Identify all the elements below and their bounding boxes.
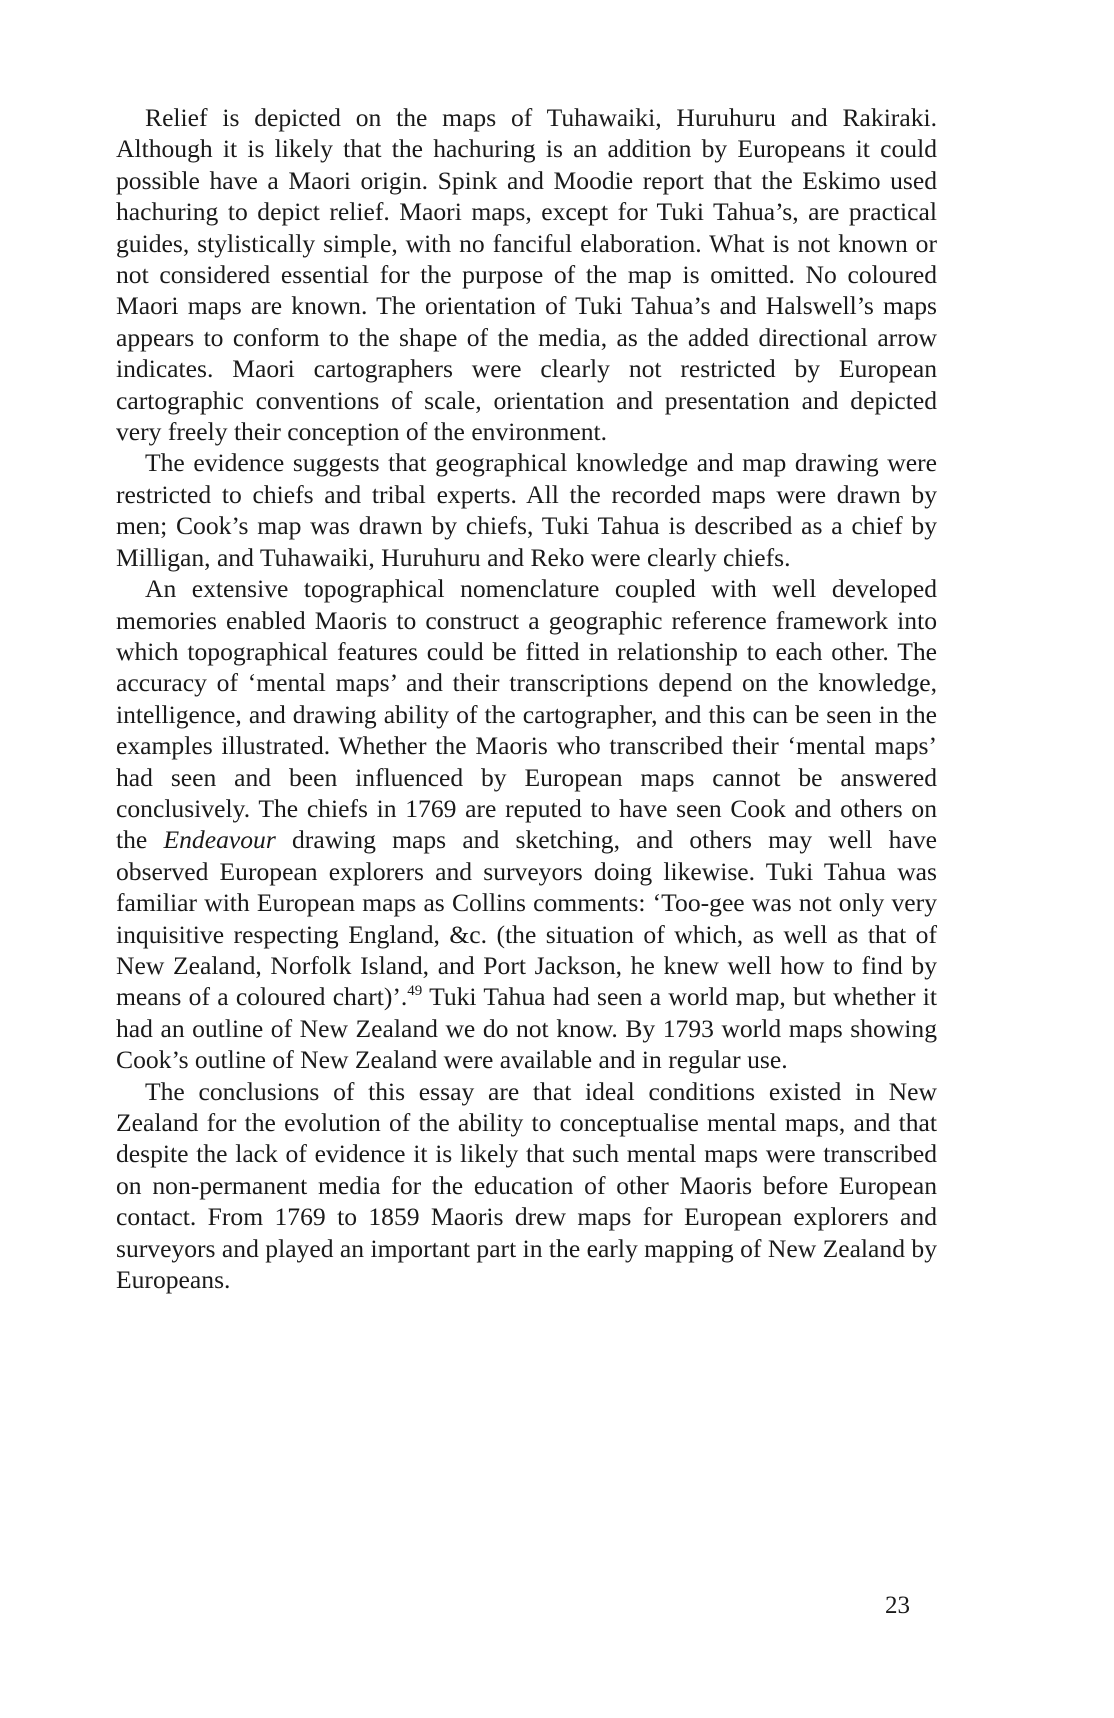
ship-name-italic: Endeavour xyxy=(163,825,276,855)
paragraph-conclusions: The conclusions of this essay are that ideal conditions existed in New Zealand for the evolution of the ability to conceptualise mental maps, and that despite the lack of evidence it is likely that such mental maps were transcribed on non-permanent media for the education of other Maoris before European contact. From 1769 to 1859 Maoris drew maps for European explorers and surveyors and played an important part in the early mapping of New Zealand by Europeans. xyxy=(116,1076,937,1295)
body-text xyxy=(116,102,937,1295)
paragraph-text: Tuki Tahua had seen a world map, but whether it had an outline of New Zealand we do not know. By 1793 world maps showing Cook’s outline of New Zealand were available and in regular use. xyxy=(116,982,938,1075)
footnote-marker: 49 xyxy=(407,983,423,1000)
paragraph-nomenclature xyxy=(116,573,937,1076)
paragraph-text: drawing maps and sketching, and others may well have observed European explorers and surveyors doing likewise. Tuki Tahua was familiar with European maps as Collins comments: ‘Too-gee was not only very inquisitive respecting England, &c. (the situation of which, as well as that of New Zealand, Norfolk Island, and Port Jackson, he knew well how to find by means of a coloured chart)’. xyxy=(116,825,937,1012)
paragraph-text: An extensive topographical nomenclature coupled with well developed memories enabled Maoris to construct a geographic reference framework into which topographical features could be fitted in relationship to each other. The accuracy of ‘mental maps’ and their transcriptions depend on the knowledge, intelligence, and drawing ability of the cartographer, and this can be seen in the examples illustrated. Whether the Maoris who transcribed their ‘mental maps’ had seen and been influenced by European maps cannot be answered conclusively. The chiefs in 1769 are reputed to have seen Cook and others on the xyxy=(116,574,937,855)
paragraph-relief: Relief is depicted on the maps of Tuhawaiki, Huruhuru and Rakiraki. Although it is likely that the hachuring is an addition by Europeans it could possible have a Maori origin. Spink and Moodie report that the Eskimo used hachuring to depict relief. Maori maps, except for Tuki Tahua’s, are practical guides, stylistically simple, with no fanciful elaboration. What is not known or not considered essential for the purpose of the map is omitted. No coloured Maori maps are known. The orientation of Tuki Tahua’s and Halswell’s maps appears to conform to the shape of the media, as the added directional arrow indicates. Maori cartographers were clearly not restricted by European cartographic conventions of scale, orientation and presentation and depicted very freely their conception of the environment. xyxy=(116,103,937,447)
paragraph-evidence: The evidence suggests that geographical knowledge and map drawing were restricted to chiefs and tribal experts. All the recorded maps were drawn by men; Cook’s map was drawn by chiefs, Tuki Tahua is described as a chief by Milligan, and Tuhawaiki, Huruhuru and Reko were clearly chiefs. xyxy=(116,448,937,572)
page-number: 23 xyxy=(885,1592,910,1619)
